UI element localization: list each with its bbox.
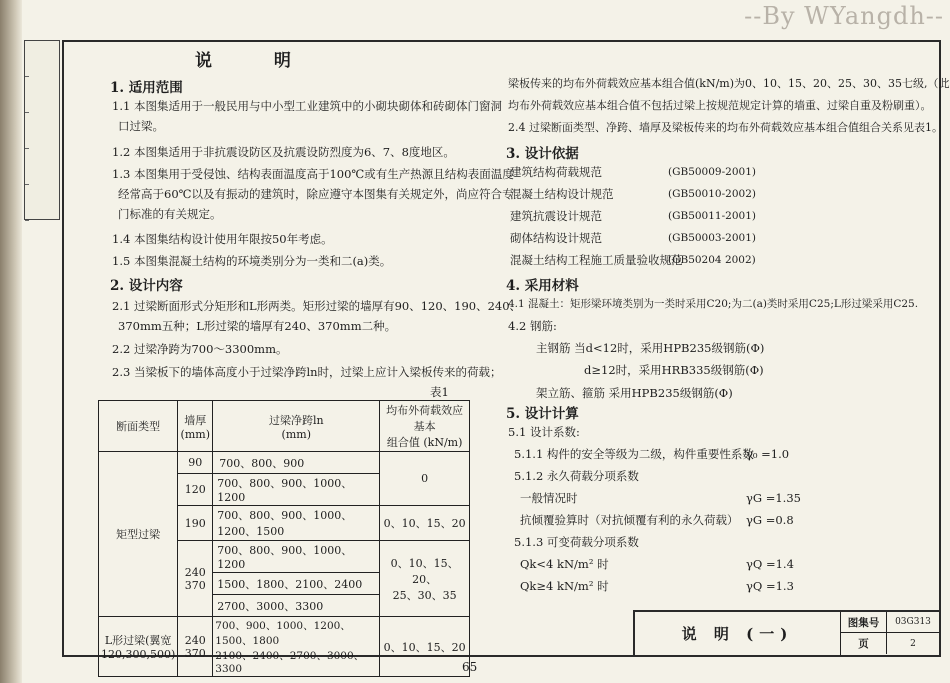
para-2-1a: 2.1 过梁断面形式分矩形和L形两类。矩形过梁的墙厚有90、120、190、240、 <box>112 299 522 313</box>
para-1-2: 1.2 本图集适用于非抗震设防区及抗震设防烈度为6、7、8度地区。 <box>112 145 455 159</box>
para-2-4: 2.4 过梁断面类型、净跨、墙厚及梁板传来的均布外荷载效应基本组合值组合关系见表1。 <box>508 121 943 134</box>
table-caption: 表1 <box>430 385 449 399</box>
table-cell: 190 <box>178 506 213 541</box>
binding-strip <box>24 40 60 220</box>
para-5-1-2b: 抗倾覆验算时（对抗倾覆有利的永久荷载） <box>520 513 739 527</box>
title-block <box>633 610 939 655</box>
para-5-1-2a: 一般情况时 <box>520 491 578 505</box>
th-load: 均布外荷载效应基本 组合值 (kN/m) <box>380 401 470 452</box>
code-number: (GB50010-2002) <box>668 188 756 200</box>
section-5-heading: 5. 设计计算 <box>506 406 579 422</box>
para-4-2-stirrup: 架立筋、箍筋 采用HPB235级钢筋(Φ) <box>536 386 733 400</box>
atlas-number: 03G313 <box>887 612 939 633</box>
para-2-2: 2.2 过梁净跨为700～3300mm。 <box>112 342 288 356</box>
para-4-2-main-b: d≥12时，采用HRB335级钢筋(Φ) <box>584 363 764 377</box>
para-4-2-main: 主钢筋 当d<12时，采用HPB235级钢筋(Φ) <box>536 341 765 355</box>
value-gammaQ1: γQ =1.4 <box>746 557 794 571</box>
para-4-2: 4.2 钢筋: <box>508 319 557 333</box>
section-1-heading: 1. 适用范围 <box>110 80 183 96</box>
table-cell: 700、800、900 <box>213 452 380 474</box>
para-2-3-cont-b: 均布外荷载效应基本组合值不包括过梁上按规范规定计算的墙重、过梁自重及粉刷重）。 <box>508 99 932 112</box>
th-type: 断面类型 <box>99 401 178 452</box>
para-1-3c: 门标准的有关规定。 <box>118 207 222 221</box>
th-span: 过梁净跨ln (mm) <box>213 401 380 452</box>
table-cell: 0、10、15、20 <box>380 506 470 541</box>
page-title: 说 明 <box>195 51 319 71</box>
code-number: (GB50003-2001) <box>668 232 756 244</box>
value-gammaG1: γG =1.35 <box>746 491 801 505</box>
section-4-heading: 4. 采用材料 <box>506 278 579 294</box>
page-label: 页 <box>841 633 887 654</box>
table-cell: 0、10、15、20、 25、30、35 <box>380 541 470 617</box>
para-1-3b: 经常高于60℃以及有振动的建筑时，除应遵守本图集有关规定外，尚应符合专 <box>118 187 514 201</box>
section-3-heading: 3. 设计依据 <box>506 146 579 162</box>
para-2-1b: 370mm五种；L形过梁的墙厚有240、370mm二种。 <box>118 319 397 333</box>
table-cell: 2700、3000、3300 <box>213 595 380 617</box>
value-gammaQ2: γQ =1.3 <box>746 579 794 593</box>
para-5-1-3a: Qk<4 kN/m² 时 <box>520 557 609 571</box>
code-number: (GB50011-2001) <box>668 210 756 222</box>
para-1-4: 1.4 本图集结构设计使用年限按50年考虑。 <box>112 232 333 246</box>
para-5-1-1: 5.1.1 构件的安全等级为二级，构件重要性系数 <box>514 447 754 461</box>
cell-rect-type: 矩型过梁 <box>99 452 178 617</box>
code-name: 砌体结构设计规范 <box>510 231 602 245</box>
para-4-1: 4.1 混凝土：矩形梁环境类别为一类时采用C20;为二(a)类时采用C25;L形过梁采用C25. <box>508 298 919 310</box>
para-1-5: 1.5 本图集混凝土结构的环境类别分为一类和二(a)类。 <box>112 254 392 268</box>
para-2-3: 2.3 当梁板下的墙体高度小于过梁净跨ln时，过梁上应计入梁板传来的荷载； <box>112 365 502 379</box>
table-cell: 700、800、900、1000、1200 <box>213 541 380 573</box>
table-cell: 240 370 <box>178 617 213 677</box>
book-spine <box>0 0 22 683</box>
title-block-title: 说 明 (一) <box>635 612 841 655</box>
table-cell: 120 <box>178 474 213 506</box>
code-name: 建筑结构荷载规范 <box>510 165 602 179</box>
para-1-3a: 1.3 本图集用于受侵蚀、结构表面温度高于100℃或有生产热源且结构表面温度 <box>112 167 514 181</box>
page-value: 2 <box>910 638 916 649</box>
table-cell: 700、800、900、1000、1200 <box>213 474 380 506</box>
table-cell: 700、900、1000、1200、1500、1800 2100、2400、2700、3000、3300 <box>213 617 380 677</box>
value-gammaG2: γG =0.8 <box>746 513 794 527</box>
table-cell: 700、800、900、1000、1200、1500 <box>213 506 380 541</box>
para-5-1-3b: Qk≥4 kN/m² 时 <box>520 579 609 593</box>
value-gamma0: γ₀ =1.0 <box>746 447 790 461</box>
code-name: 建筑抗震设计规范 <box>510 209 602 223</box>
watermark: --By WYangdh-- <box>744 2 944 30</box>
section-2-heading: 2. 设计内容 <box>110 278 183 294</box>
code-name: 混凝土结构设计规范 <box>510 187 614 201</box>
para-2-3-cont-a: 梁板传来的均布外荷载效应基本组合值(kN/m)为0、10、15、20、25、30、35七级,（此 <box>508 77 950 90</box>
table-cell: 0 <box>380 452 470 506</box>
atlas-label: 图集号 <box>841 612 887 633</box>
table-cell: 240 370 <box>178 541 213 617</box>
table-cell: 0、10、15、20 <box>380 617 470 677</box>
para-1-1a: 1.1 本图集适用于一般民用与中小型工业建筑中的小砌块砌体和砖砌体门窗洞 <box>112 99 502 113</box>
code-name: 混凝土结构工程施工质量验收规范 <box>510 253 683 267</box>
code-number: (GB50009-2001) <box>668 166 756 178</box>
th-thick: 墙厚 (mm) <box>178 401 213 452</box>
code-number: (GB50204 2002) <box>668 254 756 266</box>
para-1-1b: 口过梁。 <box>118 119 164 133</box>
table-cell: 90 <box>178 452 213 474</box>
para-5-1: 5.1 设计系数: <box>508 425 580 439</box>
page-number: 65 <box>462 660 478 674</box>
para-5-1-2: 5.1.2 永久荷载分项系数 <box>514 469 639 483</box>
table-cell: 1500、1800、2100、2400 <box>213 573 380 595</box>
para-5-1-3: 5.1.3 可变荷载分项系数 <box>514 535 639 549</box>
load-table <box>98 400 470 677</box>
cell-l-type: L形过梁(翼宽 120,300,500) <box>99 617 178 677</box>
